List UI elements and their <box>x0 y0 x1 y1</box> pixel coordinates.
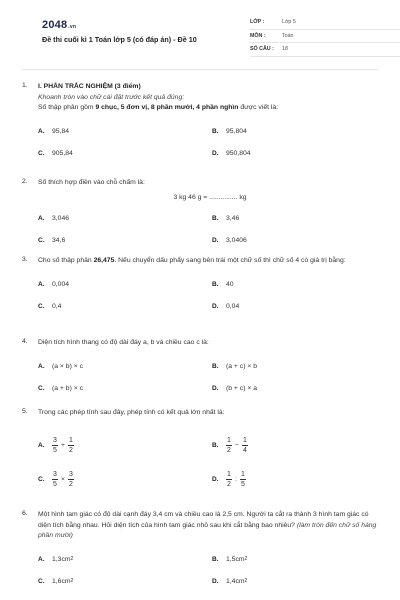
options <box>38 419 382 499</box>
fraction: $\frac{1}{5}$ <box>240 470 245 488</box>
question-3 <box>22 256 382 317</box>
options <box>38 349 382 399</box>
question-2 <box>22 178 382 253</box>
question-body <box>38 178 382 203</box>
option-b[interactable]: B. $\frac{1}{2}$ − $\frac{1}{4}$ <box>212 436 247 454</box>
option-d[interactable]: D. 0,04 <box>212 302 240 310</box>
option-b[interactable]: B. 1,5 cm 2 <box>212 555 248 563</box>
question-4 <box>22 338 382 399</box>
question-number: 1. <box>22 82 28 89</box>
option-a[interactable]: A. 3,046 <box>38 215 70 222</box>
option-a[interactable]: A. 1,3 cm 2 <box>38 555 74 563</box>
question-expression: 3 kg 46 g = ............... kg <box>173 193 247 201</box>
option-d[interactable]: D. 950,804 <box>212 149 251 157</box>
fraction: $\frac{1}{4}$ <box>243 436 247 454</box>
question-text: Số thập phân gồm 9 chục, 5 đơn vị, 8 phần mười, 4 phần nghìn được viết là: <box>38 104 279 111</box>
question-text: Trong các phép tính sau đây, phép tính có kết quả lớn nhất là: <box>38 409 225 416</box>
meta-value: Toán <box>282 32 294 39</box>
question-body <box>38 510 382 542</box>
question-text: Cho số thập phân 26,475. Nếu chuyển dấu phẩy sang bên trái một chữ số thì chữ số 4 có giá trị bằng: <box>38 257 346 264</box>
fraction: $\frac{3}{2}$ <box>69 470 73 488</box>
question-number: 6. <box>22 510 28 517</box>
question-body <box>38 408 382 419</box>
option-a[interactable]: A. 95,84 <box>38 127 70 135</box>
option-c[interactable]: C. 905,84 <box>38 149 73 157</box>
meta-key: SỐ CÂU : <box>250 46 274 53</box>
site-logo[interactable] <box>42 19 76 31</box>
question-6 <box>22 510 382 592</box>
option-b[interactable]: B. 40 <box>212 280 234 288</box>
option-c[interactable]: C. 0,4 <box>38 302 62 310</box>
section-heading: I. PHẦN TRẮC NGHIỆM (3 điểm) <box>38 83 141 90</box>
logo-suffix: .vn <box>68 24 77 30</box>
option-c[interactable]: C. 1,6 cm 2 <box>38 577 74 585</box>
header <box>22 0 378 70</box>
meta-row-class <box>250 16 400 30</box>
question-text: Một hình tam giác có độ dài cạnh đáy 3,4 cm và chiều cao là 2,5 cm. Người ta cắt ra thành 3 hình tam giác có diện tích bằng nhau. Hỏi diện tích của hình tam giác nhỏ sau khi cắt bằng bao nhiêu? (làm tròn đến chữ số hàng phần mười) <box>38 511 377 539</box>
fraction: $\frac{3}{5}$ <box>53 436 57 454</box>
option-d[interactable]: D. 1,4 cm 2 <box>212 577 248 585</box>
fraction: $\frac{1}{2}$ <box>227 436 231 454</box>
meta-key: MÔN : <box>250 32 266 39</box>
fraction-expression: $\frac{3}{5}$ × $\frac{3}{2}$ <box>53 470 73 488</box>
option-b[interactable]: B. 95,804 <box>212 127 247 135</box>
fraction-expression: $\frac{3}{5}$ + $\frac{1}{2}$ <box>53 436 73 454</box>
options <box>38 542 382 592</box>
option-d[interactable]: D. $\frac{1}{2}$ : $\frac{1}{5}$ <box>212 470 245 488</box>
fraction: $\frac{1}{2}$ <box>69 436 73 454</box>
option-b[interactable]: B. (a + c) × b <box>212 362 257 370</box>
fraction: $\frac{3}{5}$ <box>53 470 57 488</box>
options <box>38 267 382 317</box>
question-body <box>38 256 382 267</box>
option-c[interactable]: C. $\frac{3}{5}$ × $\frac{3}{2}$ <box>38 470 73 488</box>
meta-value: Lớp 5 <box>282 19 296 26</box>
options <box>38 114 382 164</box>
document-title: Đề thi cuối kì 1 Toán lớp 5 (có đáp án) - Đề 10 <box>42 35 197 44</box>
option-d[interactable]: D. (b + c) × a <box>212 384 257 392</box>
question-number: 4. <box>22 338 28 345</box>
options <box>38 203 382 253</box>
question-number: 3. <box>22 256 28 263</box>
question-1 <box>22 82 382 164</box>
question-5 <box>22 408 382 499</box>
instruction: Khoanh tròn vào chữ cái đặt trước kết quả đúng: <box>38 93 185 101</box>
option-c[interactable]: C. 34,6 <box>38 237 66 244</box>
question-number: 2. <box>22 178 28 185</box>
question-body <box>38 338 382 349</box>
question-text: Số thích hợp điền vào chỗ chấm là: <box>38 179 145 186</box>
fraction: $\frac{1}{2}$ <box>227 470 231 488</box>
meta-key: LỚP : <box>250 19 265 26</box>
question-body <box>38 82 382 114</box>
option-a[interactable]: A. $\frac{3}{5}$ + $\frac{1}{2}$ <box>38 436 73 454</box>
question-note: (làm tròn đến chữ số hàng phần mười) <box>38 521 377 539</box>
fraction-expression: $\frac{1}{2}$ − $\frac{1}{4}$ <box>227 436 247 454</box>
option-a[interactable]: A. 0,004 <box>38 280 70 288</box>
fraction-expression: $\frac{1}{2}$ : $\frac{1}{5}$ <box>227 470 245 488</box>
meta-value: 18 <box>282 46 288 53</box>
option-a[interactable]: A. (a × b) × c <box>38 362 83 370</box>
meta-table <box>250 16 400 57</box>
option-c[interactable]: C. (a + b) × c <box>38 384 83 392</box>
meta-row-subject <box>250 30 400 44</box>
question-number: 5. <box>22 408 28 415</box>
logo-text: 2048 <box>42 19 68 31</box>
meta-row-count <box>250 43 400 57</box>
option-b[interactable]: B. 3,46 <box>212 215 240 222</box>
option-d[interactable]: D. 3,0406 <box>212 237 247 244</box>
question-text: Diện tích hình thang có độ dài đáy a, b và chiều cao c là: <box>38 339 209 346</box>
